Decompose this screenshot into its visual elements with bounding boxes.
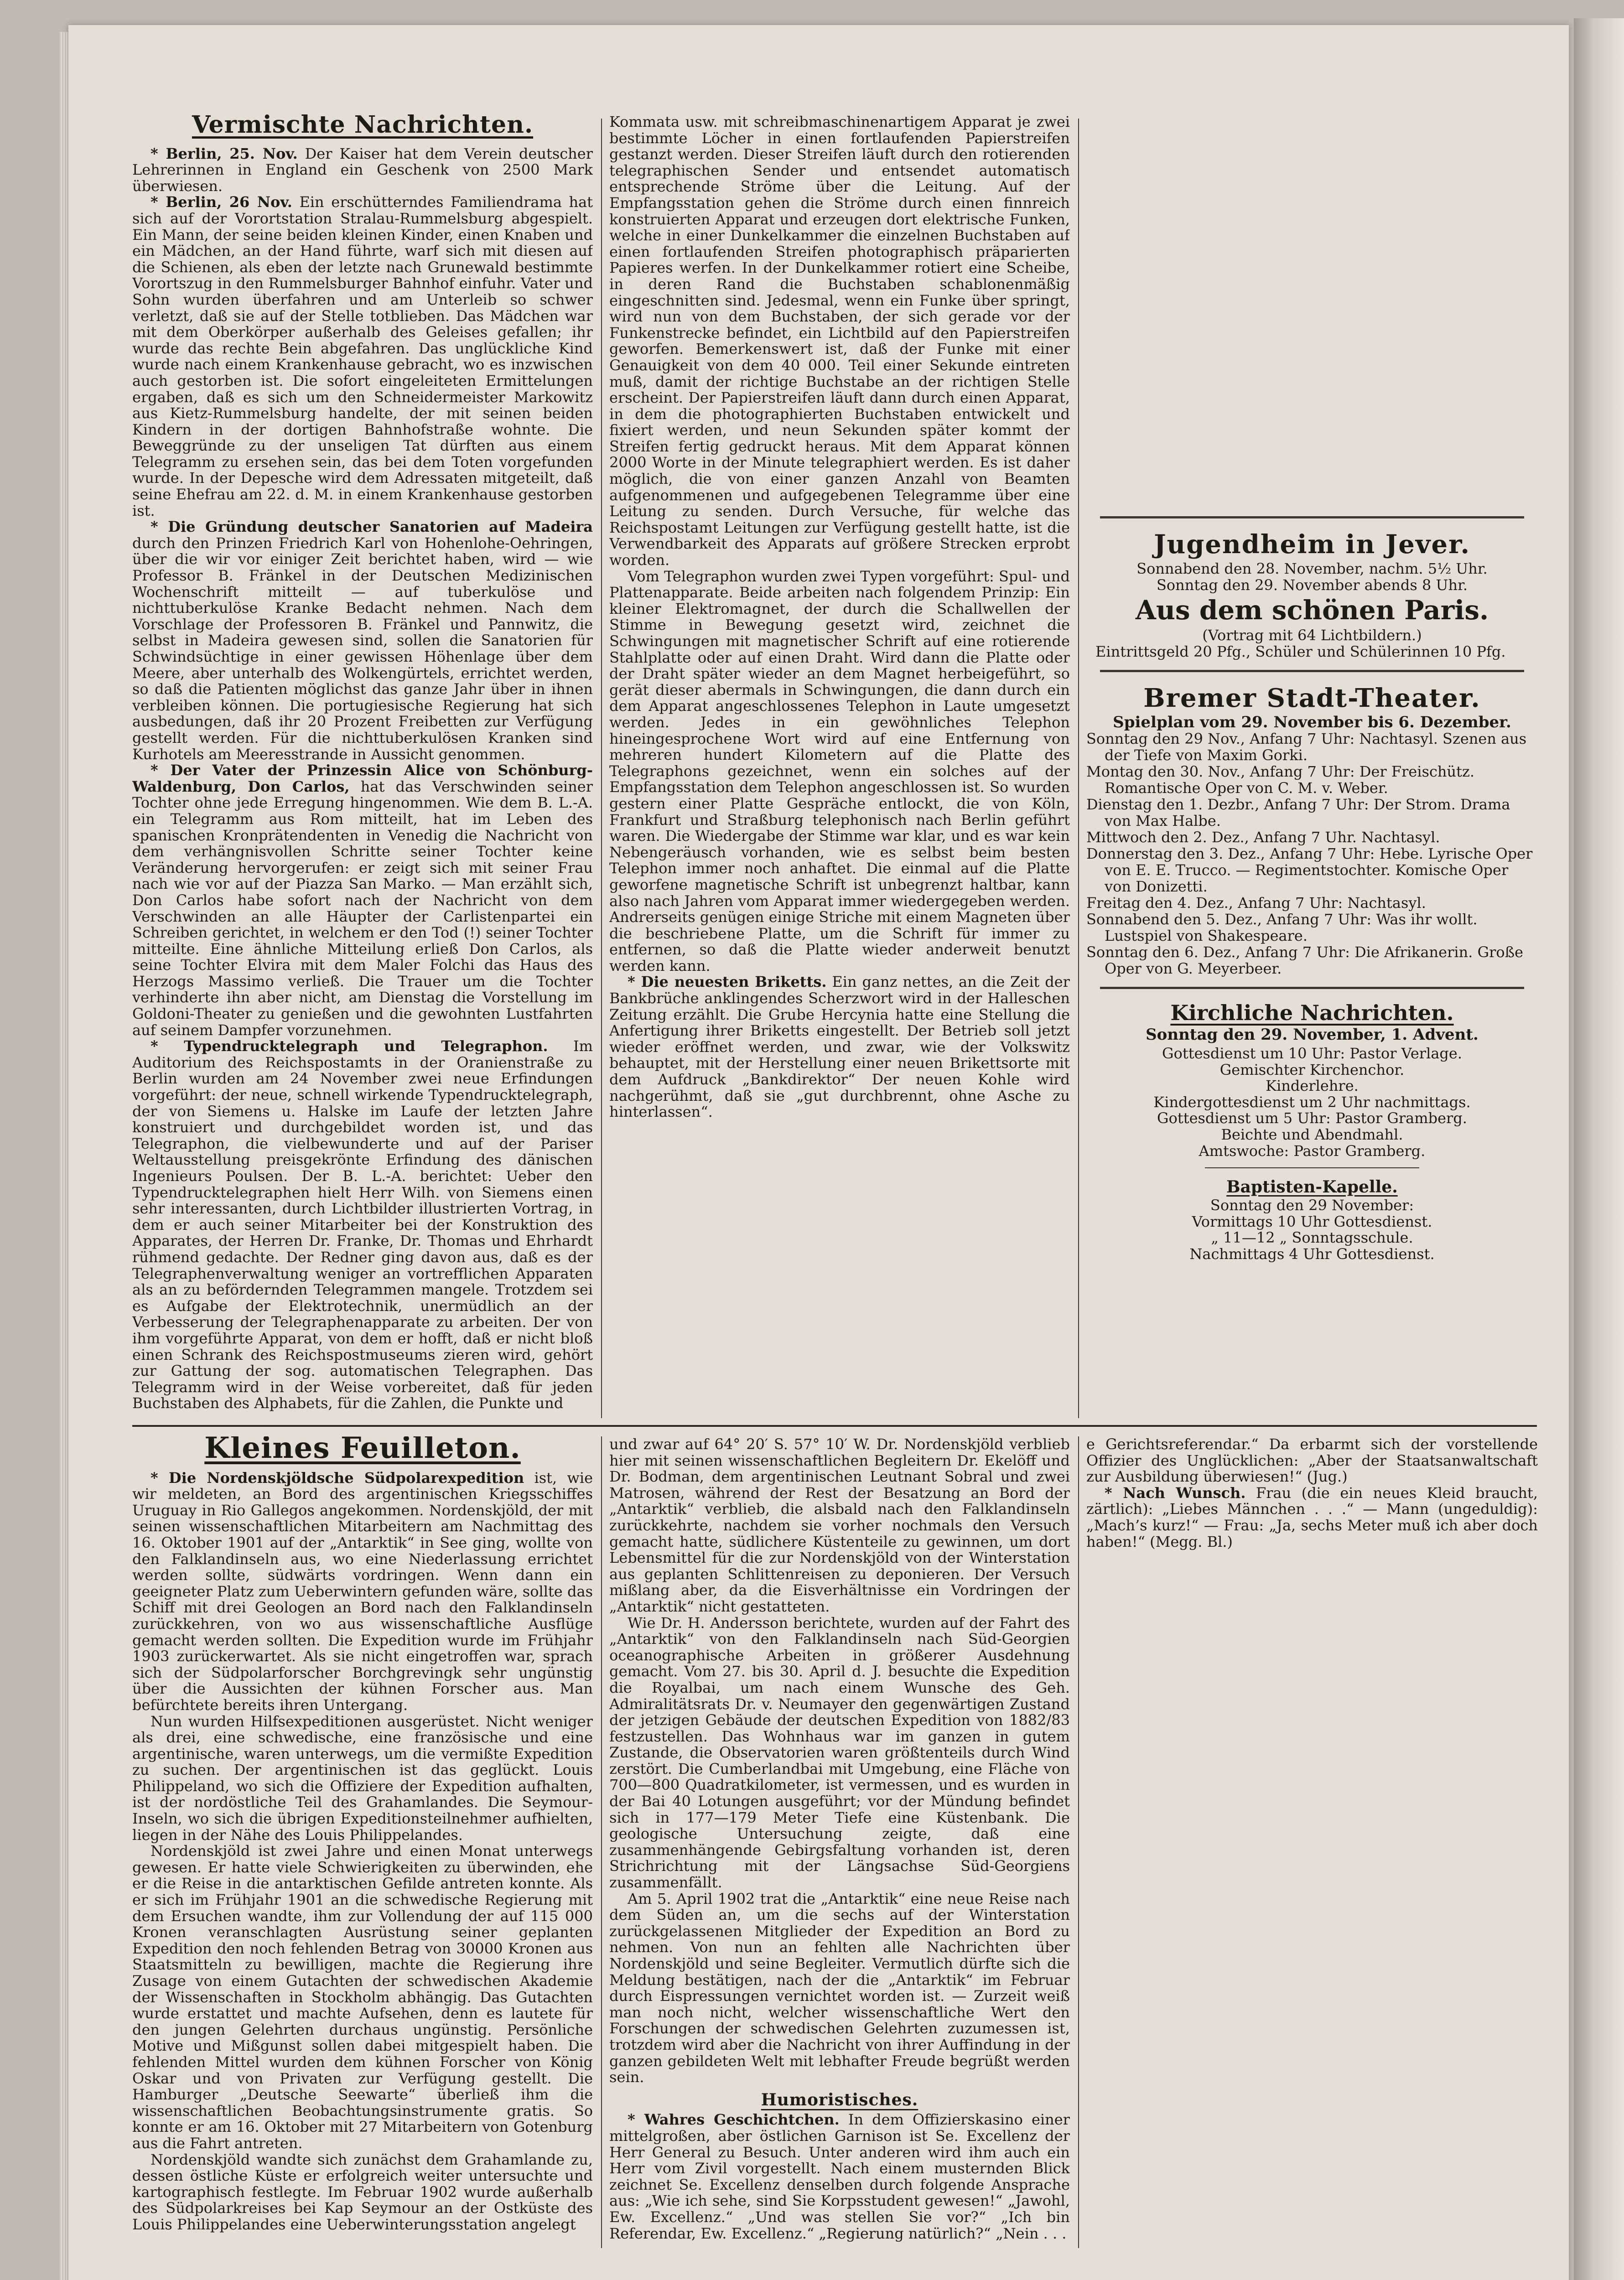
- news-paragraph-lead: * Die neuesten Briketts.: [628, 973, 827, 991]
- news-paragraph: [609, 569, 1070, 974]
- ad-separator: [1100, 987, 1524, 989]
- feuilleton-paragraph: [132, 1470, 593, 1714]
- news-paragraph-lead: * Die Gründung deutscher Sanatorien auf Madeira: [150, 518, 593, 536]
- news-paragraph-text: hat das Verschwinden seiner Tochter ohne jede Erregung hingenommen. Wie dem B. L.-A. ein Telegramm aus Rom mitteilt, hat im Leben des spanischen Kronprätendenten in Venedig die Nachricht von dem verhängnisvollen Schritte seiner Tochter keine Veränderung hervorgerufen: er zeigt sich mit seiner Frau nach wie vor auf der Piazza San Marko. — Man erzählt sich, Don Carlos habe sofort nach der Nachricht von dem Verschwinden an alle Häupter der Carlistenpartei ein Schreiben gerichtet, in welchem er den Tod (!) seiner Tochter mitteilte. Eine ähnliche Mitteilung erließ Don Carlos, als seine Tochter Elvira mit dem Maler Folchi das Haus des Herzogs Massimo verließ. Die Trauer um die Tochter verhinderte ihn aber nicht, am Dienstag die Vorstellung im Goldoni-Theater zu genießen und die gewohnten Lustfahrten auf seinem Dampfer vorzunehmen.: [132, 777, 593, 1039]
- news-paragraph-text: Ein erschütterndes Familiendrama hat sich auf der Vorortstation Stralau-Rummelsburg abgespielt. Ein Mann, der seine beiden kleinen Kinder, einen Knaben und ein Mädchen, an der Hand führte, warf sich mit diesen auf die Schienen, als eben der letzte nach Grunewald bestimmte Vorortszug in den Rummelsburger Bahnhof einfuhr. Vater und Sohn wurden überfahren und am Unterleib so schwer verletzt, daß sie auf der Stelle totblieben. Das Mädchen war mit dem Oberkörper außerhalb des Geleises gefallen; ihr wurde das rechte Bein abgefahren. Das unglückliche Kind wurde nach einem Krankenhause gebracht, wo es inzwischen auch gestorben ist. Die sofort eingeleiteten Ermittelungen ergaben, daß es sich um den Schneidermeister Markowitz aus Kietz-Rummelsburg handelte, der mit seinen beiden Kindern in der dortigen Bahnhofstraße wohnte. Die Beweggründe zu der unseligen Tat dürften aus einem Telegramm zu ersehen sein, das bei dem Toten vorgefunden wurde. In der Depesche wird dem Adressaten mitgeteilt, daß seine Ehefrau am 22. d. M. in einem Krankenhause gestorben ist.: [132, 193, 593, 519]
- news-paragraph-lead: * Typendrucktelegraph und Telegraphon.: [150, 1037, 548, 1055]
- theater-entry: Montag den 30. Nov., Anfang 7 Uhr: Der Freischütz. Romantische Oper von C. M. v. Weber.: [1086, 763, 1475, 797]
- humor-paragraph-lead: * Wahres Geschichtchen.: [628, 2111, 840, 2129]
- baptist-entry: „ 11—12 „ Sonntagsschule.: [1211, 1229, 1413, 1247]
- church-entry: Gottesdienst um 10 Uhr: Pastor Verlage.: [1162, 1045, 1462, 1062]
- column-rule: [601, 1436, 602, 2248]
- ad-theater-playlist: [1086, 731, 1538, 977]
- church-title: Kirchliche Nachrichten.: [1170, 1000, 1454, 1025]
- feuilleton-paragraph: [132, 1714, 593, 1844]
- news-paragraph-text: Kommata usw. mit schreibmaschinenartigem Apparat je zwei bestimmte Löcher in einen fortlaufenden Papierstreifen gestanzt werden. Dieser Streifen läuft durch den rotierenden telegraphischen Sender und entsendet automatisch entsprechende Ströme über die Leitung. Auf der Empfangsstation gehen die Ströme durch einen finnreich konstruierten Apparat und erzeugen dort elektrische Funken, welche in einer Dunkelkammer die einzelnen Buchstaben auf einen fortlaufenden Streifen photographisch präparierten Papieres werfen. In der Dunkelkammer rotiert eine Scheibe, in deren Rand die Buchstaben schablonenmäßig eingeschnitten sind. Jedesmal, wenn ein Funke über springt, wird nun von dem Buchstaben, der sich gerade vor der Funkenstrecke befindet, ein Lichtbild auf den Papierstreifen geworfen. Bemerkenswert ist, daß der Funke mit einer Genauigkeit von dem 40 000. Teil einer Sekunde eintreten muß, damit der richtige Buchstabe an der richtigen Stelle erscheint. Der Papierstreifen läuft dann durch einen Apparat, in dem die photographierten Buchstaben entwickelt und fixiert werden, und neun Sekunden später kommt der Streifen fertig gedruckt heraus. Mit dem Apparat können 2000 Worte in der Minute telegraphiert werden. Es ist daher möglich, die von einer ganzen Anzahl von Beamten aufgenommenen und aufgegebenen Telegramme über eine Leitung zu senden. Durch Versuche, für welche das Reichspostamt Leitungen zur Verfügung gestellt hatte, ist die Verwendbarkeit des Apparats auf größere Strecken erprobt worden.: [609, 114, 1070, 569]
- theater-entry: Freitag den 4. Dez., Anfang 7 Uhr: Nachtasyl.: [1086, 894, 1426, 912]
- feuilleton-paragraph-text: ist, wie wir meldeten, an Bord des argentinischen Kriegsschiffes Uruguay in Rio Gallegos angekommen. Nordenskjöld, der mit seinen wissenschaftlichen Mitarbeitern am Nachmittag des 16. Oktober 1901 auf der „Antarktik“ in See ging, wollte von den Falklandinseln aus, wo eine Niederlassung errichtet werden sollte, südwärts vordringen. Wenn dann ein geeigneter Platz zum Ueberwintern gefunden wäre, sollte das Schiff mit drei Geologen an Bord nach den Falklandinseln zurückkehren, von wo aus wissenschaftliche Ausflüge gemacht werden sollten. Die Expedition wurde im Frühjahr 1903 zurückerwartet. Als sie nicht eingetroffen war, sprach sich der Südpolarforscher Borchgrevingk sehr ungünstig über die Aussichten der kühnen Forscher aus. Man befürchtete bereits ihren Untergang.: [132, 1469, 593, 1714]
- humor-paragraph: [1086, 1485, 1538, 1550]
- ad-jugendheim-lecture: Aus dem schönen Paris.: [1135, 595, 1489, 626]
- news-paragraph: [609, 974, 1070, 1120]
- news-paragraph-lead: * Der Vater der Prinzessin Alice von Schönburg-Waldenburg, Don Carlos,: [132, 762, 593, 795]
- news-paragraph: [132, 519, 593, 762]
- church-subtitle: Sonntag den 29. November, 1. Advent.: [1146, 1026, 1479, 1044]
- feuilleton-paragraph-text: und zwar auf 64° 20′ S. 57° 10′ W. Dr. Nordenskjöld verblieb hier mit seinen wissenschaftlichen Begleitern Dr. Ekelöff und Dr. Bodman, dem argentinischen Leutnant Sobral und zwei Matrosen, während der Rest der Besatzung an Bord der „Antarktik“ verblieb, die alsbald nach den Falklandinseln zurückkehrte, nachdem sie vorher nochmals den Versuch gemacht hatte, südlichere Küstenteile zu gewinnen, um dort Lebensmittel für die zur Nordenskjöld von der Winterstation aus geplanten Schlittenreisen zu deponieren. Der Versuch mißlang aber, da die Eisverhältnisse ein Vordringen der „Antarktik“ nicht gestatteten.: [609, 1436, 1070, 1615]
- feuilleton-paragraph-text: Am 5. April 1902 trat die „Antarktik“ eine neue Reise nach dem Süden an, um die sechs auf der Winterstation zurückgelassenen Mitglieder der Expedition an Bord zu nehmen. Von nun an fehlten alle Nachrichten über Nordenskjöld und seine Begleiter. Vermutlich dürfte sich die Meldung bestätigen, nach der die „Antarktik“ im Februar durch Eispressungen vernichtet worden ist. — Zurzeit weiß man noch nicht, welcher wissenschaftliche Wert den Forschungen der schwedischen Gelehrten zuzumessen ist, trotzdem wird aber die Nachricht von ihrer Auffindung in der ganzen gebildeten Welt mit lebhafter Freude begrüßt werden sein.: [609, 1890, 1070, 2086]
- humor-paragraph-text: Frau (die ein neues Kleid braucht, zärtlich): „Liebes Männchen . . .“ — Mann (ungeduldig): „Mach’s kurz!“ — Frau: „Ja, sechs Meter muß ich aber doch haben!“ (Megg. Bl.): [1086, 1484, 1538, 1550]
- ad-jugendheim-date1: Sonnabend den 28. November, nachm. 5½ Uhr.: [1136, 560, 1488, 577]
- feuilleton-paragraph-text: Nordenskjöld wandte sich zunächst dem Grahamlande zu, dessen östliche Küste er erfolgreich weiter untersuchte und kartographisch festlegte. Im Februar 1902 wurde außerhalb des Südpolarkreises bei Kap Seymour an der Ostküste des Louis Philippelandes eine Ueberwinterungsstation angelegt: [132, 2150, 593, 2233]
- section-heading-vermischte: Vermischte Nachrichten.: [192, 114, 534, 139]
- humor-paragraph-text: e Gerichtsreferendar.“ Da erbarmt sich der vorstellende Offizier des Unglücklichen: „Aber der Staatsanwaltschaft zur Ausbildung überwiesen!“ (Jug.): [1086, 1436, 1538, 1486]
- theater-entry: Sonntag den 29 Nov., Anfang 7 Uhr: Nachtasyl. Szenen aus der Tiefe von Maxim Gorki.: [1086, 730, 1527, 764]
- ad-separator: [1205, 1167, 1419, 1168]
- ad-jugendheim-price: Eintrittsgeld 20 Pfg., Schüler und Schülerinnen 10 Pfg.: [1095, 643, 1506, 660]
- theater-entry: Sonnabend den 5. Dez., Anfang 7 Uhr: Was ihr wollt. Lustspiel von Shakespeare.: [1086, 911, 1478, 944]
- ad-separator: [1100, 516, 1524, 518]
- ad-jugendheim-subtitle: (Vortrag mit 64 Lichtbildern.): [1202, 627, 1422, 644]
- theater-entry: Donnerstag den 3. Dez., Anfang 7 Uhr: Hebe. Lyrische Oper von E. E. Trucco. — Regimentstochter. Komische Oper von Donizetti.: [1086, 845, 1533, 895]
- news-paragraph-text: Ein ganz nettes, an die Zeit der Bankbrüche anklingendes Scherzwort wird in der Halleschen Zeitung erzählt. Die Grube Hercynia hatte eine Stellung die Anfertigung ihrer Briketts eingestellt. Der Betrieb soll jetzt wieder eröffnet werden, und zwar, wie der Volkswitz behauptet, mit der Herstellung einer neuen Brikettsorte mit dem Aufdruck „Bankdirektor“ Der neuen Kohle wird nachgerühmt, daß sie „gut durchbrennt, ohne Asche zu hinterlassen“.: [609, 973, 1070, 1121]
- news-paragraph-text: Der Kaiser hat dem Verein deutscher Lehrerinnen in England ein Geschenk von 2500 Mark überwiesen.: [132, 145, 593, 195]
- humor-paragraph: [609, 2112, 1070, 2242]
- news-paragraph-text: Im Auditorium des Reichspostamts in der Oranienstraße zu Berlin wurden am 24 November zwei neue Erfindungen vorgeführt: der neue, schnell wirkende Typendrucktelegraph, der von Siemens u. Halske im Laufe der letzten Jahre konstruiert und durchgebildet worden ist, und das Telegraphon, die vielbewunderte und auf der Pariser Weltausstellung preisgekrönte Erfindung des dänischen Ingenieurs Poulsen. Der B. L.-A. berichtet: Ueber den Typendrucktelegraphen hielt Herr Wilh. von Siemens einen sehr interessanten, durch Lichtbilder illustrierten Vortrag, in dem er auch seiner Mitarbeiter bei der Konstruktion des Apparates, der Herren Dr. Franke, Dr. Thomas und Ehrhardt rühmend gedachte. Der Redner ging davon aus, daß es der Telegraphenverwaltung weniger an vortrefflichen Apparaten als an zu befördernden Telegrammen mangele. Trotzdem sei es Aufgabe der Elektrotechnik, unermüdlich an der Verbesserung der Telegraphenapparate zu arbeiten. Der von ihm vorgeführte Apparat, von dem er hofft, daß er nicht bloß einen Schrank des Reichspostmuseums zieren wird, gehört zur Gattung der sog. automatischen Telegraphen. Das Telegramm wird in der Weise vorbereitet, daß für jeden Buchstaben des Alphabets, für die Zahlen, die Punkte und: [132, 1037, 593, 1412]
- theater-entry: Sonntag den 6. Dez., Anfang 7 Uhr: Die Afrikanerin. Große Oper von G. Meyerbeer.: [1086, 943, 1523, 977]
- news-paragraph-text: Vom Telegraphon wurden zwei Typen vorgeführt: Spul- und Plattenapparate. Beide arbeiten nach folgendem Prinzip: Ein kleiner Elektromagnet, der durch die Schallwellen der Stimme in Bewegung gesetzt wird, zeichnet die Schwingungen mit magnetischer Schrift auf eine rotierende Stahlplatte oder auf einen Draht. Wird dann die Platte oder der Draht später wieder an dem Magnet herbeigeführt, so gerät dieser abermals in Schwingungen, die dann durch ein dem Apparat angeschlossenes Telephon in Laute umgesetzt werden. Jedes in ein gewöhnliches Telephon hineingesprochene Wort wird auf eine Entfernung von mehreren hundert Kilometern auf die Platte des Telegraphons gezeichnet, wenn ein solches auf der Empfangsstation dem Telephon angeschlossen ist. So wurden gestern einer Platte Gespräche entlockt, die von Köln, Frankfurt und Straßburg telephonisch nach Berlin geführt waren. Die Wiedergabe der Stimme war klar, und es war kein Nebengeräusch vorhanden, wie es selbst beim besten Telephon immer noch anhaftet. Die einmal auf die Platte geworfene magnetische Schrift ist unbegrenzt haltbar, kann also nach Jahren vom Apparat immer wiedergegeben werden. Andrerseits genügen einige Striche mit einem Magneten über die beschriebene Platte, um die Schrift für immer zu entfernen, so daß die Platte wieder anderweit benutzt werden kann.: [609, 567, 1070, 974]
- church-entry: Beichte und Abendmahl.: [1221, 1125, 1403, 1143]
- section-divider: [132, 1425, 1537, 1427]
- baptist-list: [1086, 1197, 1538, 1262]
- feuilleton-paragraph: [132, 1843, 593, 2151]
- news-paragraph: [609, 114, 1070, 569]
- humor-paragraph: [1086, 1436, 1538, 1485]
- feuilleton-paragraph: [609, 1436, 1070, 1615]
- theater-entry: Dienstag den 1. Dezbr., Anfang 7 Uhr: Der Strom. Drama von Max Halbe.: [1086, 796, 1510, 829]
- news-paragraph-lead: * Berlin, 25. Nov.: [150, 145, 298, 162]
- news-paragraph: [132, 1038, 593, 1412]
- feuilleton-paragraph-text: Nun wurden Hilfsexpeditionen ausgerüstet. Nicht weniger als drei, eine schwedische, eine französische und eine argentinische, waren unterwegs, um die vermißte Expedition zu suchen. Der argentinischen ist das geglückt. Louis Philippeland, wo sich die Offiziere der Expedition aufhalten, ist der nordöstliche Teil des Grahamlandes. Die Seymour-Inseln, wo sich die übrigen Expeditionsteilnehmer aufhielten, liegen in der Nähe des Louis Philippelandes.: [132, 1712, 593, 1844]
- feuilleton-paragraph: [609, 1891, 1070, 2086]
- ad-theater-title: Bremer Stadt-Theater.: [1143, 683, 1481, 713]
- news-paragraph: [132, 194, 593, 519]
- ad-jugendheim-title: Jugendheim in Jever.: [1154, 529, 1470, 560]
- news-paragraph: [132, 762, 593, 1038]
- feuilleton-column-3: [1086, 1436, 1538, 2248]
- column-rule: [601, 119, 602, 1418]
- feuilleton-paragraph-text: Nordenskjöld ist zwei Jahre und einen Monat unterwegs gewesen. Er hatte viele Schwierigkeiten zu überwinden, ehe er die Reise in die antarktischen Gefilde antreten konnte. Als er sich im Frühjahr 1901 an die schwedische Regierung mit dem Ersuchen wandte, ihm zur Vollendung der auf 115 000 Kronen veranschlagten Ausrüstung seiner geplanten Expedition den noch fehlenden Betrag von 30000 Kronen aus Staatsmitteln zu bewilligen, machte die Regierung ihre Zusage von einem Gutachten der schwedischen Akademie der Wissenschaften in Stockholm abhängig. Das Gutachten wurde erstattet und machte Aufsehen, denn es lautete für den jungen Gelehrten durchaus ungünstig. Persönliche Motive und Mißgunst sollen dabei mitgespielt haben. Die fehlenden Mittel wurden dem kühnen Forscher von König Oskar und von Privaten zur Verfügung gestellt. Die Hamburger „Deutsche Seewarte“ überließ ihm die wissenschaftlichen Beobachtungsinstrumente gratis. So konnte er am 16. Oktober mit 27 Mitarbeitern von Gotenburg aus die Fahrt antreten.: [132, 1842, 593, 2152]
- church-entry: Kindergottesdienst um 2 Uhr nachmittags.: [1153, 1093, 1471, 1111]
- church-entry: Kinderlehre.: [1266, 1077, 1359, 1095]
- news-paragraph: [132, 146, 593, 195]
- humor-paragraph-lead: * Nach Wunsch.: [1105, 1484, 1246, 1502]
- news-paragraph-text: durch den Prinzen Friedrich Karl von Hohenlohe-Oehringen, über die wir vor einiger Zeit berichtet haben, wird — wie Professor B. Fränkel in der Deutschen Medizinischen Wochenschrift mitteilt — auf tuberkulöse und nichttuberkulöse Kranke Bedacht nehmen. Nach dem Vorschlage der Professoren B. Fränkel und Pannwitz, die selbst in Madeira gewesen sind, sollen die Sanatorien für Schwindsüchtige in einer gewissen Höhenlage über dem Meere, aber unterhalb des Wolkengürtels, errichtet werden, so daß die Patienten möglichst das ganze Jahr über in ihnen verbleiben können. Die portugiesische Regierung hat sich ausbedungen, daß ihr 20 Prozent Freibetten zur Verfügung gestellt werden. Für die nichttuberkulösen Kranken sind Kurhotels am Meeresstrande in Aussicht genommen.: [132, 534, 593, 763]
- humor-heading: Humoristisches.: [761, 2090, 918, 2109]
- feuilleton-column-1: [132, 1436, 593, 2248]
- baptist-entry: Nachmittags 4 Uhr Gottesdienst.: [1189, 1245, 1435, 1263]
- church-entry: Gottesdienst um 5 Uhr: Pastor Gramberg.: [1157, 1109, 1467, 1127]
- page-edge: [1574, 18, 1624, 2280]
- theater-entry: Mittwoch den 2. Dez., Anfang 7 Uhr. Nachtasyl.: [1086, 829, 1440, 846]
- feuilleton-paragraph: [132, 2152, 593, 2233]
- vermischte-column-3: [1086, 114, 1538, 515]
- ad-jugendheim-date2: Sonntag den 29. November abends 8 Uhr.: [1156, 576, 1468, 594]
- feuilleton-paragraph-text: Wie Dr. H. Andersson berichtete, wurden auf der Fahrt des „Antarktik“ von den Falklandinseln nach Süd-Georgien oceanographische Arbeiten in größerer Ausdehnung gemacht. Vom 27. bis 30. April d. J. besuchte die Expedition die Royalbai, um nach einem Wunsche des Geh. Admiralitätsrats Dr. v. Neumayer den gegenwärtigen Zustand der jetzigen Gebäude der deutschen Expedition von 1882/83 festzustellen. Das Wohnhaus war im ganzen in gutem Zustande, die Observatorien waren größtenteils durch Wind zerstört. Die Cumberlandbai mit Umgebung, eine Fläche von 700—800 Quadratkilometer, ist vermessen, und es wurden in der Bai 40 Lotungen ausgeführt; vor der Mündung befindet sich in 177—179 Meter Tiefe eine Küstenbank. Die geologische Untersuchung zeigte, daß eine zusammenhängende Gebirgsfaltung vorhanden ist, deren Strichrichtung mit der Längsachse Süd-Georgiens zusammenfällt.: [609, 1614, 1070, 1891]
- news-paragraph-lead: * Berlin, 26 Nov.: [150, 193, 292, 211]
- baptist-entry: Sonntag den 29 November:: [1210, 1197, 1414, 1214]
- church-entry: Gemischter Kirchenchor.: [1219, 1061, 1405, 1078]
- church-entry: Amtswoche: Pastor Gramberg.: [1199, 1142, 1426, 1160]
- column-rule: [1078, 119, 1079, 1418]
- feuilleton-paragraph-lead: * Die Nordenskjöldsche Südpolarexpedition: [150, 1469, 524, 1487]
- feuilleton-column-2: [609, 1436, 1070, 2248]
- baptist-entry: Vormittags 10 Uhr Gottesdienst.: [1192, 1213, 1432, 1230]
- baptist-title: Baptisten-Kapelle.: [1226, 1177, 1398, 1197]
- church-list: [1086, 1046, 1538, 1159]
- section-heading-feuilleton: Kleines Feuilleton.: [204, 1436, 521, 1465]
- humor-paragraph-text: In dem Offizierskasino einer mittelgroßen, aber östlichen Garnison ist Se. Excellenz der Herr General zu Besuch. Unter anderen wird ihm auch ein Herr vom Zivil vorgestellt. Nach einem musternden Blick zeichnet Se. Excellenz denselben durch folgende Ansprache aus: „Wie ich sehe, sind Sie Korpsstudent gewesen!“ „Jawohl, Ew. Excellenz.“ „Und was stellen Sie vor?“ „Ich bin Referendar, Ew. Excellenz.“ „Regierung natürlich?“ „Nein . . .: [609, 2111, 1070, 2242]
- column-rule: [1078, 1436, 1079, 2248]
- ad-separator: [1100, 670, 1524, 672]
- feuilleton-paragraph: [609, 1615, 1070, 1891]
- ad-theater-subtitle: Spielplan vom 29. November bis 6. Dezember.: [1113, 713, 1511, 731]
- ads-column: [1086, 506, 1538, 1418]
- vermischte-column-1: [132, 114, 593, 1418]
- vermischte-column-2: [609, 114, 1070, 1418]
